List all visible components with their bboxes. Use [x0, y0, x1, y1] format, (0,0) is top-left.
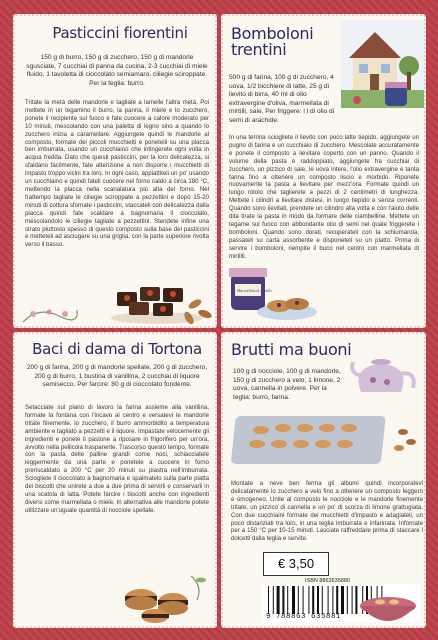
barcode-number: 9 788863 635881	[266, 613, 342, 621]
recipe-ingredients: 200 g di farina, 200 g di mandorle spellate, 200 g di zucchero, 200 g di burro, 1 bustina di vanillina, 2 cucchiai di liquore semisecco. Per farcire: 80 g di cioccolato fondente.	[26, 364, 208, 389]
isbn-label: ISBN 8863635880	[305, 578, 350, 584]
teapot-illustration	[341, 348, 423, 402]
barcode-bar	[282, 586, 284, 614]
pastries-illustration	[107, 274, 215, 328]
recipe-panel-pasticcini	[13, 14, 217, 328]
barcode-bar	[312, 586, 314, 614]
barcode-bar	[341, 586, 344, 614]
barcode-bar	[303, 586, 304, 614]
recipe-panel-bomboloni	[221, 14, 426, 328]
barcode-bar	[347, 586, 348, 614]
flower-decoration	[19, 302, 79, 326]
recipe-ingredients: 100 g di nocciole, 100 g di mandorle, 150 g di zucchero a velo, 1 limone, 2 uova, cannella in polvere. Per la teglia: burro, farina.	[233, 368, 341, 401]
barcode-bar	[277, 586, 280, 614]
recipe-ingredients: 500 g di farina, 100 g di zucchero, 4 uova, 1/2 bicchiere di latte, 25 g di lievito di birra, 40 ml di olio extravergine d'oliva, marmellata di mirtilli, sale. Per friggere: l l di olio di semi di arachide.	[229, 74, 335, 124]
bowl-illustration	[352, 580, 426, 626]
cookies-illustration	[115, 566, 215, 626]
jar-label: Marmellata di mirtilli	[237, 288, 272, 293]
recipe-title: Baci di dama di Tortona	[32, 340, 202, 358]
recipe-text: Montate a neve ben ferma gli albumi quindi incorporatevi delicatamente lo zucchero a velo fino a ottenere un composto leggero e omogeneo. Unite al composto le nocciole e le mandorle finemente tritate, un pizzico di cannella e un po' di scorza di limone grattugiata. Con due cucchiaini formate dei mucchietti d'impasto e adagiateli, un poco distanziati tra loro, in una teglia imburrata e infarinata. Infornate per a 150 °C per 10-15 minuti. Lasciate raffreddare prima di staccare i dolcetti dalla teglia e servite.	[231, 480, 423, 543]
recipe-text: Tritate la metà delle mandorle e tagliate a lamelle l'altra metà. Poi mettete in un tegamino il burro, la panna, il miele e lo zucchero, ponete il recipiente sul fuoco e fate cuocere a calore moderato per 10 minuti, mescolando con una paletta di legno sino a quando lo zucchero inizia a caramellare. Aggiungete quindi le mandorle al composto, formate dei piccoli mucchietti e ponetelii su una placca ben imburrata, usando un cucchiaino che intingerete ogni volta in acqua fredda. Dato che questi pasticcini, per la loro delicatezza, si sfaldano facilmente, fate attenzione a non disporre i mucchietti di impasto troppo vicini tra loro. In ogni caso, appiattiteli un po' usando un cucchiaino e quindi fateli cuocere nel forno caldo a circa 180 °C, mettendo la placca nella scanalatura più alta del forno. Nel frattempo tagliate le ciliegie sciroppate a pezzettini e dopo 15-20 minuti di cottura sfornate i pasticcini, staccateli con delicatezza dalla placca quindi fate scaldare a bagnomaria il cioccolato, mescolandolo le ciliegie tagliate a pezzettini. Stendete infine una strato piuttosto spesso di questo composto sulla base dei pasticcini e metteteli ad asciugare su una griglia, con la parte superiore rivolta verso il basso.	[25, 99, 209, 249]
jam-and-donuts-illustration	[227, 262, 323, 324]
barcode-bar	[328, 586, 329, 614]
barcode-bar	[336, 586, 338, 614]
price-box: € 3,50	[263, 552, 329, 576]
barcode-bar	[273, 586, 274, 614]
recipe-panel-baci-di-dama	[13, 332, 217, 628]
barcode-bar	[292, 586, 295, 614]
barcode-bar	[308, 586, 309, 614]
barcode-bar	[298, 586, 299, 614]
recipe-text: In una terrina sciogliete il lievito con poco latte tiepido, aggiungete un pugno di farina e un cucchiaio di zucchero. Mescolate accuratamente e ponete il composto a lievitare coperto con un panno. Quando il volume della pasta è raddoppiato, aggiungete fra cucchiai di zucchero, un pizzico di sale, le uova intere, l'olio extravergine e tanta farina fino a ottenere un composto liscio e morbido. Riponete nuovamente la pasta a lievitare per mezz'ora. Formate quindi un lungo rotolo che taglierete a pezzi di 2 centimetri di lunghezza. Mettete i cilindri a lievitare distesi, in luogo tiepido e senza correnti. Quando sono lievitati, prendete un cilindro alla volta e con l'aiuto delle dita tirate la pasta in modo da formare delle ciambelline. Mettete un tegame sul fuoco con abbondante olio di semi nel quale friggerete i bomboloni. Quando sono dorati, recuperateli con la schiumarola, passateli su carta assorbente e disponeteli su un piatto. Prima di servire i bomboloni, riempite il buco nel centro con marmellata di mirtilli.	[229, 134, 419, 260]
recipe-ingredients: 150 g di burro, 150 g di zucchero, 150 g di mandorle sgusciate, 7 cucchiai di panna da cucina, 2-3 cucchiai di miele fluido, 1 tavoletta di cioccolato semiamaro, ciliegie sciroppate. Per la teglia: burro.	[26, 54, 208, 87]
barcode-bar	[332, 586, 333, 614]
barcode-bar	[287, 586, 288, 614]
recipe-title: Bomboloni trentini	[231, 24, 314, 59]
barcode-bar	[322, 586, 323, 614]
barcode-bar	[268, 586, 269, 614]
baking-tray-illustration	[231, 404, 421, 476]
country-house-illustration	[341, 20, 425, 108]
recipe-text: Setacciate sul piano di lavoro la farina assieme alla vanillina, formate la fontana con l'incavo al centro e versatevi le mandorle tritate finemente, lo zucchero, il burro ammorbidito a temperatura ambiente e tagliato a pezzetti e il liquore. Impastate velocemente gli ingredienti e ponete il pastone a riposare in frigorifero per un'ora, avvolto nella pellicola trasparente. Trascorso questo tempo, formate con la pasta delle palline grandi come noci, schiacciatele leggermente da una parte e ponetele a cuocere in forno preriscaldato a 200 °C per 20 minuti su piastra nell'imburrata. Sciogliete il cioccolato a bagnomaria e spalmatelo sulla parte piatta dei biscotti che unirete a due a due prima di servirli e conservarli in una scatola di latta. Potete farcire i biscotti anche con ingredienti diversi come marmellata o miele. In alternativa alle mandorle potete utilizzare un'uguale quantità di nocciole spellate.	[25, 404, 209, 514]
barcode-bar	[317, 586, 319, 614]
recipe-title: Brutti ma buoni	[231, 340, 352, 359]
recipe-title: Pasticcini fiorentini	[52, 24, 188, 42]
